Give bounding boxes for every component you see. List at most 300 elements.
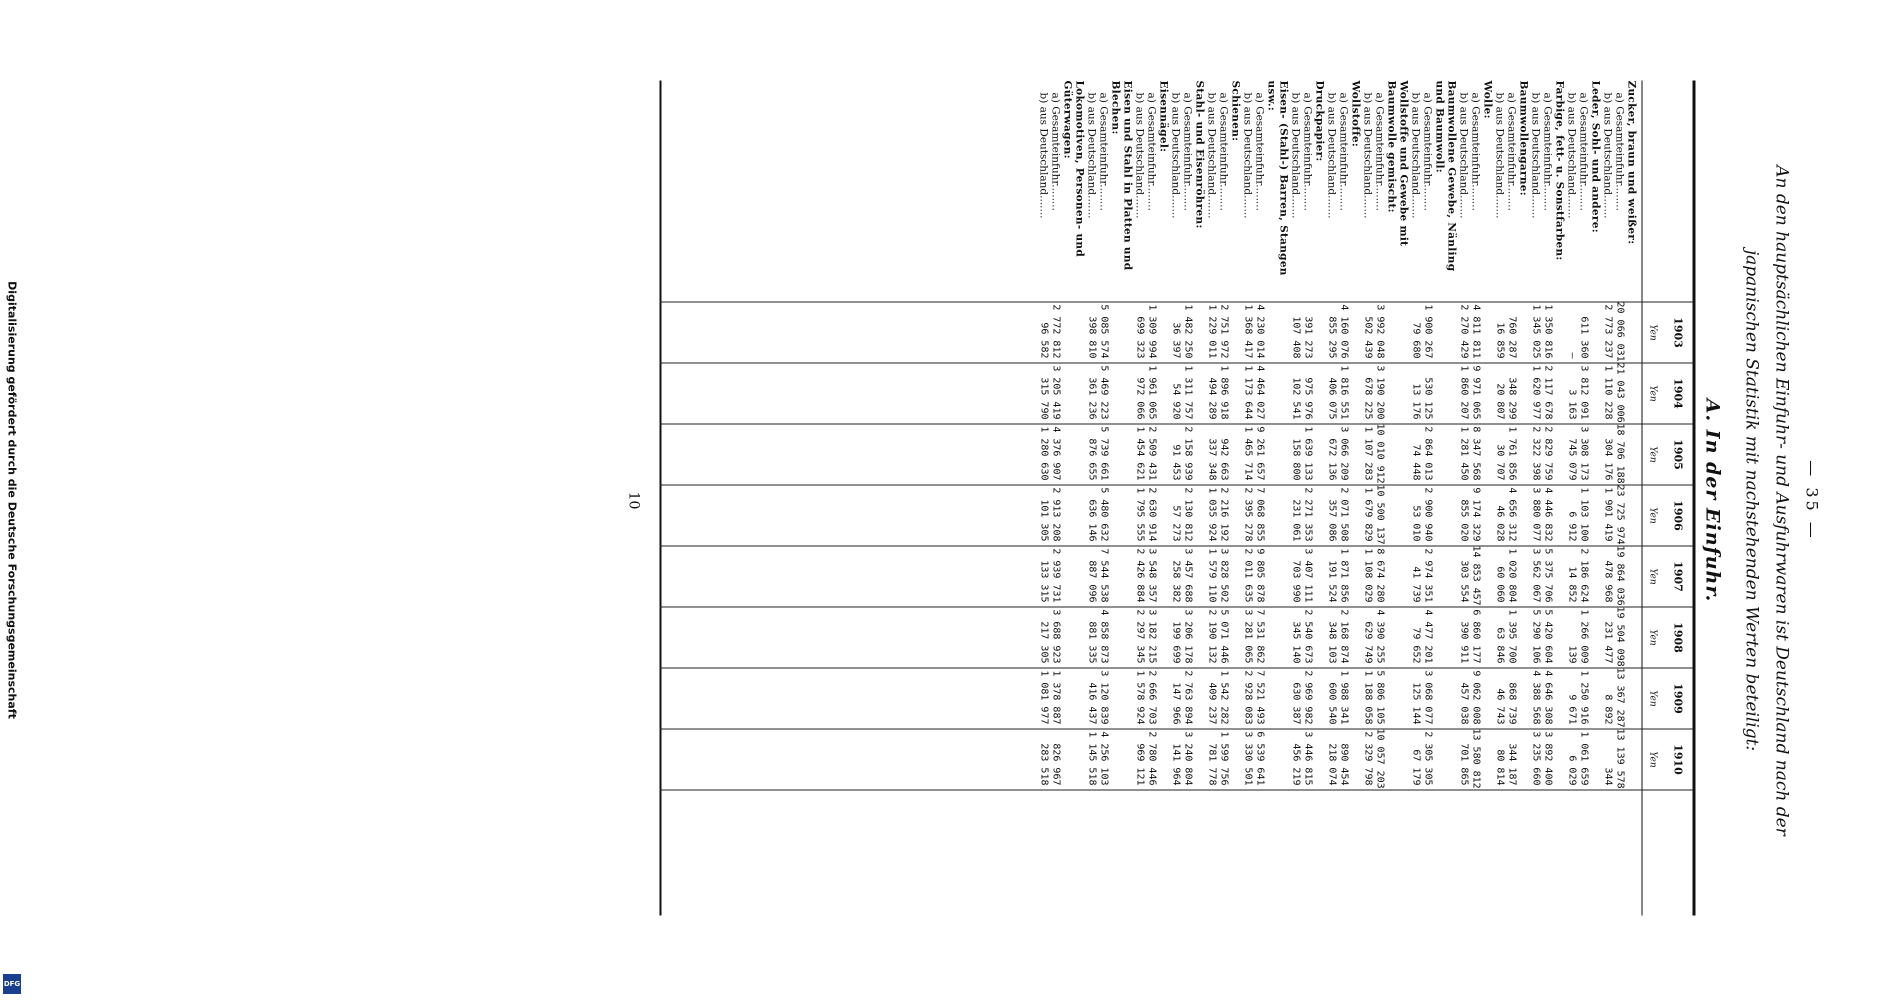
value-cell: 5 480 632	[1098, 486, 1109, 541]
row-label: a) Gesamteinfuhr........	[1097, 92, 1109, 211]
row-label: a) Gesamteinfuhr........	[1541, 92, 1553, 211]
value-cell: 91 453	[1170, 443, 1181, 480]
value-cell: 139	[1566, 644, 1577, 663]
value-cell: 3 205 419	[1050, 364, 1061, 419]
value-cell: 3 880 077	[1530, 486, 1541, 541]
unit-label: Yen	[1647, 506, 1657, 524]
value-cell: 2 773 237	[1602, 303, 1613, 358]
row-label: b) aus Deutschland.......	[1565, 92, 1577, 219]
footer-number: 10	[625, 491, 641, 509]
value-cell: 703 990	[1290, 559, 1301, 602]
value-cell: 1 103 100	[1578, 486, 1589, 541]
value-cell: 2 928 083	[1242, 669, 1253, 724]
value-cell: 630 387	[1290, 681, 1301, 724]
value-cell: 2 969 982	[1302, 669, 1313, 724]
value-cell: 9 805 878	[1254, 547, 1265, 602]
table-row	[1241, 80, 1253, 920]
value-cell: 60 060	[1494, 565, 1505, 602]
table-row	[1181, 80, 1193, 920]
value-cell: 4 160 076	[1338, 303, 1349, 358]
value-cell: 1 229 011	[1206, 303, 1217, 358]
value-cell: 5 420 604	[1542, 608, 1553, 663]
value-cell: 258 382	[1170, 559, 1181, 602]
value-cell: 1 145 518	[1086, 730, 1097, 785]
value-cell: 1 988 341	[1338, 669, 1349, 724]
year-header-cell	[1642, 423, 1690, 484]
row-label: a) Gesamteinfuhr........	[1301, 92, 1313, 211]
value-cell: 4 646 308	[1542, 669, 1553, 724]
value-cell: 2 158 939	[1182, 425, 1193, 480]
value-cell: 1 061 659	[1578, 730, 1589, 785]
row-label: b) aus Deutschland.......	[1037, 92, 1049, 219]
value-cell: 2 395 278	[1242, 486, 1253, 541]
value-cell: 390 911	[1458, 620, 1469, 663]
value-cell: 54 920	[1170, 382, 1181, 419]
page-number: — 35 —	[1802, 459, 1821, 541]
year-label: 1910	[1671, 743, 1684, 775]
value-cell: 19 504 098	[1614, 606, 1625, 667]
value-cell: 337 348	[1206, 437, 1217, 480]
value-cell: 1 110 228	[1602, 364, 1613, 419]
value-cell: 3 240 804	[1182, 730, 1193, 785]
row-label: Stahl- und Eisenröhren:	[1193, 80, 1205, 229]
value-cell: 36 397	[1170, 321, 1181, 358]
value-cell: 2 011 635	[1242, 547, 1253, 602]
row-label: a) Gesamteinfuhr........	[1373, 92, 1385, 211]
value-cell: 10 010 912	[1374, 423, 1385, 484]
value-cell: 80 814	[1494, 748, 1505, 785]
value-cell: 315 790	[1038, 376, 1049, 419]
value-cell: 855 295	[1326, 315, 1337, 358]
value-cell: 345 140	[1290, 620, 1301, 663]
value-cell: 6 029	[1566, 754, 1577, 785]
value-cell: 101 305	[1038, 498, 1049, 541]
category-row	[1517, 80, 1529, 920]
row-label: Wollstoffe:	[1349, 80, 1361, 147]
value-cell: —	[1566, 351, 1577, 358]
value-cell: 2 939 731	[1050, 547, 1061, 602]
category-row	[1433, 80, 1457, 920]
value-cell: 9 671	[1566, 693, 1577, 724]
table-row	[1145, 80, 1157, 920]
value-cell: 3 828 502	[1218, 547, 1229, 602]
year-label: 1906	[1671, 499, 1684, 531]
category-row	[1265, 80, 1289, 920]
row-label: Wollstoffe und Gewebe mit Baumwolle gemischt:	[1385, 80, 1409, 246]
table-row	[1133, 80, 1145, 920]
row-label: a) Gesamteinfuhr........	[1337, 92, 1349, 211]
section-heading: A. In der Einfuhr.	[1701, 398, 1723, 602]
category-row	[1193, 80, 1205, 920]
value-cell: 4 811 811	[1470, 303, 1481, 358]
value-cell: 9 062 008	[1470, 669, 1481, 724]
value-cell: 1 482 250	[1182, 303, 1193, 358]
row-label: a) Gesamteinfuhr........	[1181, 92, 1193, 211]
table-row	[1541, 80, 1553, 920]
value-cell: 1 309 994	[1146, 303, 1157, 358]
value-cell: 3 066 209	[1338, 425, 1349, 480]
value-cell: 2 540 673	[1302, 608, 1313, 663]
row-label: a) Gesamteinfuhr........	[1253, 92, 1265, 211]
row-label: b) aus Deutschland.......	[1457, 92, 1469, 219]
year-label: 1904	[1671, 377, 1684, 409]
year-header-cell	[1642, 728, 1690, 789]
table-row	[1253, 80, 1265, 920]
row-label: a) Gesamteinfuhr........	[1577, 92, 1589, 211]
category-row	[1109, 80, 1133, 920]
value-cell: 5 806 105	[1374, 669, 1385, 724]
value-cell: 357 086	[1326, 498, 1337, 541]
value-cell: 1 266 009	[1578, 608, 1589, 663]
value-cell: 636 146	[1086, 498, 1097, 541]
row-label: b) aus Deutschland.......	[1133, 92, 1145, 219]
value-cell: 1 188 058	[1362, 669, 1373, 724]
value-cell: 3 562 067	[1530, 547, 1541, 602]
value-cell: 4 256 103	[1098, 730, 1109, 785]
category-row	[1625, 80, 1637, 920]
unit-label: Yen	[1647, 323, 1657, 341]
value-cell: 7 544 538	[1098, 547, 1109, 602]
value-cell: 3 446 815	[1302, 730, 1313, 785]
year-header-cell	[1642, 301, 1690, 362]
value-cell: 406 075	[1326, 376, 1337, 419]
value-cell: 1 620 977	[1530, 364, 1541, 419]
value-cell: 781 778	[1206, 742, 1217, 785]
value-cell: 3 457 688	[1182, 547, 1193, 602]
value-cell: 760 287	[1506, 315, 1517, 358]
row-label: a) Gesamteinfuhr........	[1469, 92, 1481, 211]
value-cell: 7 521 493	[1254, 669, 1265, 724]
value-cell: 2 751 972	[1218, 303, 1229, 358]
table-row	[1037, 80, 1049, 920]
value-cell: 3 281 065	[1242, 608, 1253, 663]
value-cell: 2 666 703	[1146, 669, 1157, 724]
value-cell: 13 139 578	[1614, 728, 1625, 789]
value-cell: 8 674 280	[1374, 547, 1385, 602]
row-label: Farbige, fett- u. Sonstfarben:	[1553, 80, 1565, 261]
value-cell: 344 187	[1506, 742, 1517, 785]
value-cell: 4 446 832	[1542, 486, 1553, 541]
value-cell: 304 176	[1602, 437, 1613, 480]
year-label: 1903	[1671, 316, 1684, 348]
value-cell: 629 749	[1362, 620, 1373, 663]
value-cell: 5 290 106	[1530, 608, 1541, 663]
value-cell: 231 477	[1602, 620, 1613, 663]
value-cell: 9 261 657	[1254, 425, 1265, 480]
value-cell: 19 864 036	[1614, 545, 1625, 606]
value-cell: 1 454 621	[1134, 425, 1145, 480]
value-cell: 2 509 431	[1146, 425, 1157, 480]
value-cell: 2 168 874	[1338, 608, 1349, 663]
value-cell: 18 706 188	[1614, 423, 1625, 484]
value-cell: 30 707	[1494, 443, 1505, 480]
table-row	[1217, 80, 1229, 920]
table-row	[1289, 80, 1301, 920]
row-label: b) aus Deutschland.......	[1169, 92, 1181, 219]
value-cell: 881 335	[1086, 620, 1097, 663]
unit-label: Yen	[1647, 384, 1657, 402]
value-cell: 3 308 173	[1578, 425, 1589, 480]
value-cell: 2 772 812	[1050, 303, 1061, 358]
value-cell: 502 439	[1362, 315, 1373, 358]
year-header-cell	[1642, 484, 1690, 545]
value-cell: 975 976	[1302, 376, 1313, 419]
value-cell: 2 630 914	[1146, 486, 1157, 541]
value-cell: 942 663	[1218, 437, 1229, 480]
value-cell: 348 103	[1326, 620, 1337, 663]
value-cell: 79 652	[1410, 626, 1421, 663]
value-cell: 13 367 287	[1614, 667, 1625, 728]
table-row	[1601, 80, 1613, 920]
value-cell: 3 182 215	[1146, 608, 1157, 663]
value-cell: 868 739	[1506, 681, 1517, 724]
year-label: 1907	[1671, 560, 1684, 592]
value-cell: 890 454	[1338, 742, 1349, 785]
row-label: a) Gesamteinfuhr........	[1049, 92, 1061, 211]
value-cell: 67 179	[1410, 748, 1421, 785]
unit-label: Yen	[1647, 750, 1657, 768]
value-cell: 1 679 829	[1362, 486, 1373, 541]
value-cell: 217 305	[1038, 620, 1049, 663]
value-cell: 1 368 417	[1242, 303, 1253, 358]
table-row	[1325, 80, 1337, 920]
value-cell: 876 655	[1086, 437, 1097, 480]
value-cell: 5 375 706	[1542, 547, 1553, 602]
value-cell: 361 236	[1086, 376, 1097, 419]
value-cell: 7 068 855	[1254, 486, 1265, 541]
value-cell: 1 901 419	[1602, 486, 1613, 541]
value-cell: 611 360	[1578, 315, 1589, 358]
table-row	[1169, 80, 1181, 920]
row-label: b) aus Deutschland.......	[1361, 92, 1373, 219]
value-cell: 1 900 267	[1422, 303, 1433, 358]
row-label: Leder, Sohl- und andere:	[1589, 80, 1601, 233]
value-cell: 6 912	[1566, 510, 1577, 541]
value-cell: 3 992 048	[1374, 303, 1385, 358]
row-label: b) aus Deutschland.......	[1409, 92, 1421, 219]
value-cell: 57 273	[1170, 504, 1181, 541]
value-cell: 1 599 756	[1218, 730, 1229, 785]
dfg-logo: DFG	[3, 974, 21, 994]
value-cell: 969 121	[1134, 742, 1145, 785]
value-cell: 1 281 450	[1458, 425, 1469, 480]
value-cell: 125 144	[1410, 681, 1421, 724]
value-cell: 1 542 282	[1218, 669, 1229, 724]
value-cell: 1 311 757	[1182, 364, 1193, 419]
row-label: Eisennägel:	[1157, 80, 1169, 152]
row-label: b) aus Deutschland.......	[1493, 92, 1505, 219]
table-row	[1409, 80, 1421, 920]
row-label: a) Gesamteinfuhr........	[1145, 92, 1157, 211]
row-label: Eisen und Stahl in Platten und Blechen:	[1109, 80, 1133, 270]
value-cell: 972 066	[1134, 376, 1145, 419]
category-row	[1313, 80, 1325, 920]
value-cell: 2 186 624	[1578, 547, 1589, 602]
value-cell: 1 020 804	[1506, 547, 1517, 602]
value-cell: 5 469 223	[1098, 364, 1109, 419]
category-row	[1481, 80, 1493, 920]
credit-text: Digitalisierung gefördert durch die Deutsche Forschungsgemeinschaft	[5, 281, 19, 719]
value-cell: 13 176	[1410, 382, 1421, 419]
row-label: b) aus Deutschland.......	[1529, 92, 1541, 219]
value-cell: 191 524	[1326, 559, 1337, 602]
value-cell: 199 699	[1170, 620, 1181, 663]
table-row	[1505, 80, 1517, 920]
unit-label: Yen	[1647, 689, 1657, 707]
value-cell: 16 859	[1494, 321, 1505, 358]
value-cell: 23 725 974	[1614, 484, 1625, 545]
year-header-cell	[1642, 545, 1690, 606]
category-row	[1229, 80, 1241, 920]
value-cell: 2 322 398	[1530, 425, 1541, 480]
value-cell: 2 829 759	[1542, 425, 1553, 480]
title-line-1: An den hauptsächlichen Einfuhr- und Ausfuhrwaren ist Deutschland nach der	[1771, 164, 1791, 836]
value-cell: 218 074	[1326, 742, 1337, 785]
value-cell: 2 271 353	[1302, 486, 1313, 541]
value-cell: 1 578 924	[1134, 669, 1145, 724]
table-row	[1529, 80, 1541, 920]
value-cell: 5 739 661	[1098, 425, 1109, 480]
value-cell: 147 966	[1170, 681, 1181, 724]
row-label: a) Gesamteinfuhr........	[1613, 92, 1625, 211]
value-cell: 46 028	[1494, 504, 1505, 541]
value-cell: 1 250 916	[1578, 669, 1589, 724]
row-label: Zucker, braun und weißer:	[1625, 80, 1637, 244]
table-row	[1097, 80, 1109, 920]
value-cell: 158 800	[1290, 437, 1301, 480]
value-cell: 1 350 816	[1542, 303, 1553, 358]
value-cell: 1 108 029	[1362, 547, 1373, 602]
value-cell: 2 216 192	[1218, 486, 1229, 541]
value-cell: 20 807	[1494, 382, 1505, 419]
value-cell: 1 961 065	[1146, 364, 1157, 419]
value-cell: 9 174 329	[1470, 486, 1481, 541]
table-row	[1469, 80, 1481, 920]
value-cell: 1 860 207	[1458, 364, 1469, 419]
year-header-cell	[1642, 606, 1690, 667]
row-label: Wolle:	[1481, 80, 1493, 119]
value-cell: 745 079	[1566, 437, 1577, 480]
unit-label: Yen	[1647, 567, 1657, 585]
row-label: a) Gesamteinfuhr........	[1421, 92, 1433, 211]
sidebar-credit	[3, 0, 21, 1000]
unit-label: Yen	[1647, 628, 1657, 646]
table-row	[1565, 80, 1577, 920]
value-cell: 4 464 027	[1254, 364, 1265, 419]
table-row	[1421, 80, 1433, 920]
value-cell: 1 465 714	[1242, 425, 1253, 480]
value-cell: 3 163	[1566, 388, 1577, 419]
value-cell: 887 096	[1086, 559, 1097, 602]
row-label: Baumwollengarne:	[1517, 80, 1529, 196]
value-cell: 46 743	[1494, 687, 1505, 724]
value-cell: 1 107 283	[1362, 425, 1373, 480]
value-cell: 398 810	[1086, 315, 1097, 358]
value-cell: 2 329 798	[1362, 730, 1373, 785]
value-cell: 1 896 918	[1218, 364, 1229, 419]
value-cell: 672 136	[1326, 437, 1337, 480]
value-cell: 1 871 856	[1338, 547, 1349, 602]
row-label: b) aus Deutschland.......	[1241, 92, 1253, 219]
value-cell: 283 518	[1038, 742, 1049, 785]
value-cell: 348 299	[1506, 376, 1517, 419]
row-label: Eisen- (Stahl-) Barren, Stangen usw.:	[1265, 80, 1289, 276]
value-cell: 8 347 568	[1470, 425, 1481, 480]
table-row	[1493, 80, 1505, 920]
trade-table-body	[1037, 80, 1637, 920]
value-cell: 21 043 006	[1614, 362, 1625, 423]
value-cell: 2 071 508	[1338, 486, 1349, 541]
category-row	[1157, 80, 1169, 920]
value-cell: 63 846	[1494, 626, 1505, 663]
value-cell: 2 270 429	[1458, 303, 1469, 358]
value-cell: 6 539 641	[1254, 730, 1265, 785]
table-row	[1085, 80, 1097, 920]
table-row	[1373, 80, 1385, 920]
value-cell: 74 448	[1410, 443, 1421, 480]
value-cell: 2 974 351	[1422, 547, 1433, 602]
value-cell: 699 323	[1134, 315, 1145, 358]
value-cell: 102 541	[1290, 376, 1301, 419]
row-label: b) aus Deutschland.......	[1601, 92, 1613, 219]
table-row	[1457, 80, 1469, 920]
value-cell: 2 780 446	[1146, 730, 1157, 785]
value-cell: 3 190 200	[1374, 364, 1385, 419]
value-cell: 1 345 025	[1530, 303, 1541, 358]
value-cell: 855 020	[1458, 498, 1469, 541]
value-cell: 2 864 013	[1422, 425, 1433, 480]
value-cell: 303 554	[1458, 559, 1469, 602]
value-cell: 678 225	[1362, 376, 1373, 419]
category-row	[1553, 80, 1565, 920]
value-cell: 4 376 907	[1050, 425, 1061, 480]
value-cell: 41 739	[1410, 565, 1421, 602]
value-cell: 133 315	[1038, 559, 1049, 602]
value-cell: 6 860 177	[1470, 608, 1481, 663]
row-label: Schienen:	[1229, 80, 1241, 141]
value-cell: 3 892 400	[1542, 730, 1553, 785]
value-cell: 2 190 132	[1206, 608, 1217, 663]
value-cell: 14 853 457	[1470, 545, 1481, 606]
value-cell: 20 066 031	[1614, 301, 1625, 362]
value-cell: 826 967	[1050, 742, 1061, 785]
value-cell: 456 219	[1290, 742, 1301, 785]
value-cell: 3 407 111	[1302, 547, 1313, 602]
value-cell: 1 035 924	[1206, 486, 1217, 541]
value-cell: 2 763 894	[1182, 669, 1193, 724]
value-cell: 13 580 812	[1470, 728, 1481, 789]
value-cell: 494 289	[1206, 376, 1217, 419]
value-cell: 2 117 678	[1542, 364, 1553, 419]
value-cell: 2 297 345	[1134, 608, 1145, 663]
value-cell: 1 395 700	[1506, 608, 1517, 663]
row-label: b) aus Deutschland.......	[1325, 92, 1337, 219]
value-cell: 1 081 977	[1038, 669, 1049, 724]
value-cell: 3 120 839	[1098, 669, 1109, 724]
row-label: b) aus Deutschland.......	[1085, 92, 1097, 219]
value-cell: 9 971 065	[1470, 364, 1481, 419]
table-row	[1577, 80, 1589, 920]
category-row	[1061, 80, 1085, 920]
value-cell: 96 582	[1038, 321, 1049, 358]
value-cell: 10 500 137	[1374, 484, 1385, 545]
category-row	[1589, 80, 1601, 920]
table-row	[1337, 80, 1349, 920]
unit-label: Yen	[1647, 445, 1657, 463]
value-cell: 2 305 305	[1422, 730, 1433, 785]
row-label: a) Gesamteinfuhr........	[1505, 92, 1517, 211]
value-cell: 416 437	[1086, 681, 1097, 724]
